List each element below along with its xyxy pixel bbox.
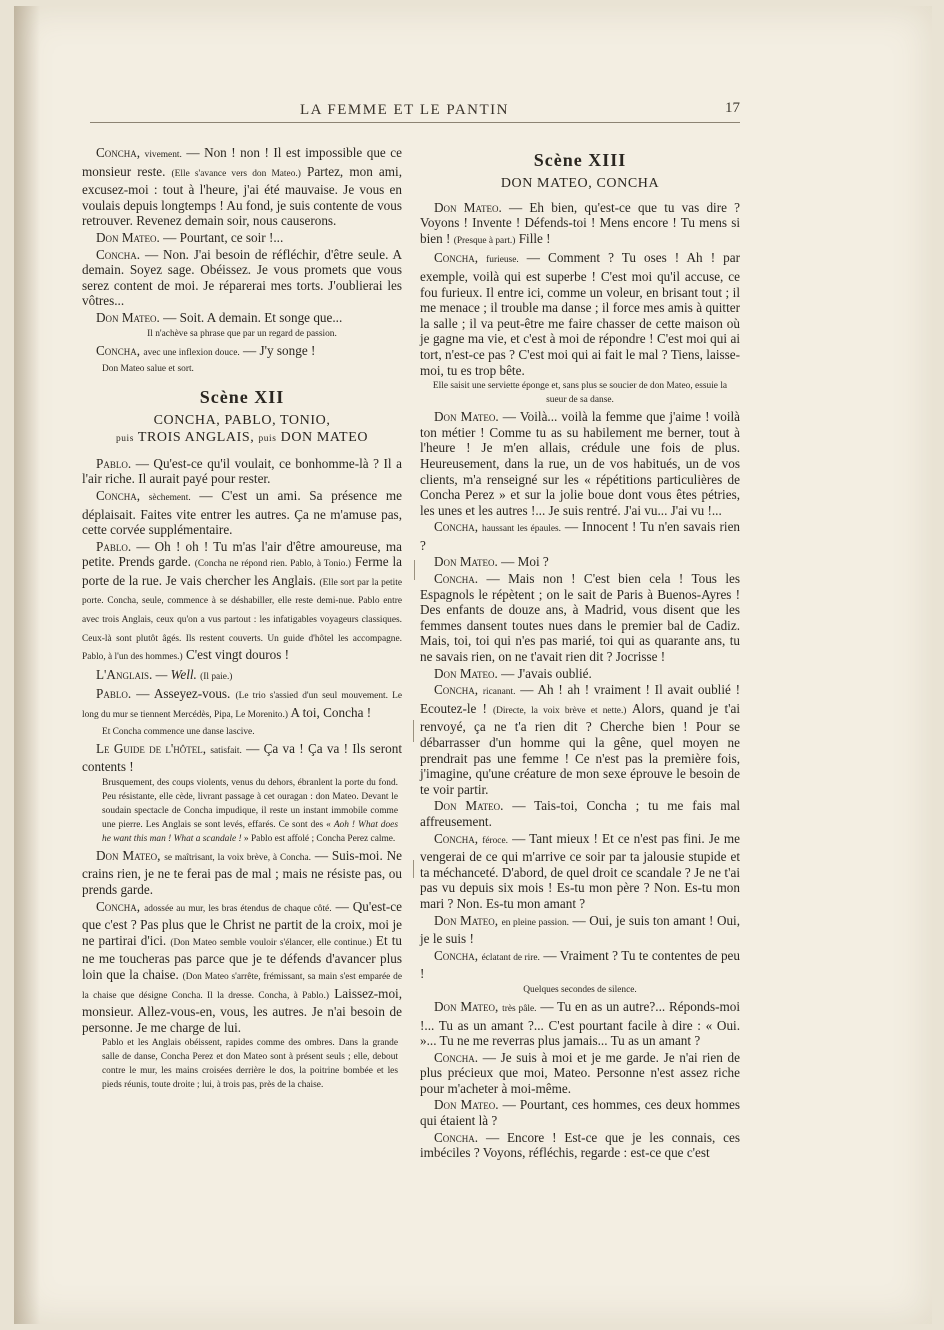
stage-direction: Pablo et les Anglais obéissent, rapides comme des ombres. Dans la grande salle de danse, Concha Perez et don Mateo sont à présent seuls ; elle, debout contre le mur, les mains croisées derrière le dos, la poitrine bombée et les pieds réunis, toute droite ; lui, à trois pas, près de la chaise.: [102, 1038, 398, 1091]
margin-mark: [413, 720, 414, 742]
speech: Pablo. — Qu'est-ce qu'il voulait, ce bonhomme-là ? Il a l'air riche. Il aurait payé pour rester.: [82, 455, 402, 487]
speech: Pablo. — Asseyez-vous. (Le trio s'assied d'un seul mouvement. Le long du mur se tiennent Mercédès, Pipa, Le Morenito.) A toi, Concha !: [82, 686, 402, 721]
scene-cast: DON MATEO, CONCHA: [500, 175, 660, 191]
speech: Don Mateo. — Soit. A demain. Et songe que...: [96, 309, 343, 325]
speech: Don Mateo. — Moi ?: [434, 554, 549, 570]
speech: Don Mateo, se maîtrisant, la voix brève, à Concha. — Suis-moi. Ne crains rien, je ne te ferai pas de mal ; mais ne résiste pas, ou prends garde.: [82, 847, 402, 897]
speech: Concha. — Non. J'ai besoin de réfléchir, d'être seule. A demain. Soyez sage. Obéissez. Je vous promets que vous serez content de moi. Je réparerai mes torts. J'oublierai les vôtres...: [82, 246, 402, 309]
scene-heading: Scène XII: [199, 387, 285, 408]
speech: Don Mateo. — J'avais oublié.: [434, 665, 592, 681]
speech: Don Mateo, très pâle. — Tu en as un autre?... Réponds-moi !... Tu as un amant ?... C'est pourtant facile à dire : « Oui. »... Tu ne me reverras plus jamais... Tu as un amant ?: [420, 998, 741, 1049]
stage-direction: Il n'achève sa phrase que par un regard de passion.: [147, 328, 337, 339]
stage-direction: Brusquement, des coups violents, venus du dehors, ébranlent la porte du fond. Peu résistante, elle cède, livrant passage à cet ouragan : don Mateo. Devant le soudain spectacle de Concha impudique, il reste un instant immobile comme une pierre. Les Anglais se sont levés, effarés. Ce sont des « Aoh ! What does he want this man ! What a scandale ! » Pablo est affolé ; Concha Perez calme.: [102, 777, 398, 844]
speech: Don Mateo. — Pourtant, ce soir !...: [96, 229, 284, 245]
speech: Concha, sèchement. — C'est un ami. Sa présence me déplaisait. Faites vite entrer les autres. Ça ne m'amuse pas, cette corvée supplémentaire.: [82, 487, 403, 538]
margin-mark: [414, 560, 415, 580]
speech: Concha, avec une inflexion douce. — J'y songe !: [96, 342, 316, 358]
stage-direction: Et Concha commence une danse lascive.: [102, 726, 255, 737]
speech: Pablo. — Oh ! oh ! Tu m'as l'air d'être amoureuse, ma petite. Prends garde. (Concha ne répond rien. Pablo, à Tonio.) Ferme la porte de la rue. Je vais chercher les Anglais. (Elle sort par la petite porte. Concha, seule, commence à se déshabiller, elle reste demi-nue. Pablo entre avec trois Anglais, ceux qu'on a vus partout : les infatigables voyageurs classiques. Ceux-là sont plutôt âgés. Ils restent couverts. Un guide d'hôtel les accompagne. Pablo, à l'un des hommes.) C'est vingt douros !: [82, 538, 402, 663]
speech: L'Anglais. — Well. (Il paie.): [96, 666, 233, 682]
right-column: [420, 145, 740, 1162]
speech: Concha, furieuse. — Comment ? Tu oses ! Ah ! par exemple, voilà qui est superbe ! C'est moi qu'il accuse, ce fou furieux. Il entre ici, comme un voleur, en brisant tout ; il me menace ; il trouble ma danse ; il force mes amis à quitter la salle ; il va peut-être me faire chasser de cette maison où je gagne ma vie, et c'est à moi de répondre ! C'est moi qui ai tort, n'est-ce pas ? C'est moi qui ai fait le mal ? Tiens, laisse-moi, tu es trop bête.: [420, 250, 740, 378]
margin-mark: [413, 860, 414, 878]
speech: Concha, féroce. — Tant mieux ! Et ce n'est pas fini. Je me vengerai de ce qui m'arrive ce soir par ta jalousie stupide et ta méchanceté. D'abord, de quel droit ce scandale ? Je ne t'ai pas vu depuis six mois ! Es-tu mon père ? Non. Es-tu mon mari ? Non. Es-tu mon amant ?: [420, 830, 741, 911]
speech: Don Mateo, en pleine passion. — Oui, je suis ton amant ! Oui, je le suis !: [420, 912, 741, 947]
stage-direction: Quelques secondes de silence.: [523, 984, 637, 995]
page-number: 17: [725, 100, 740, 116]
binding-shadow: [14, 6, 40, 1324]
scene-heading: Scène XIII: [533, 150, 627, 170]
speech: Concha. — Je suis à moi et je me garde. Je n'ai rien de plus précieux que moi, Mateo. Personne n'est assez riche pour m'acheter à moi-même.: [420, 1049, 740, 1096]
stage-direction: Elle saisit une serviette éponge et, sans plus se soucier de don Mateo, essuie la sueur de sa danse.: [432, 381, 728, 406]
running-header: [90, 100, 740, 123]
speech: Concha, adossée au mur, les bras étendus de chaque côté. — Qu'est-ce que c'est ? Pas plus que le Christ ne partit de la croix, moi je ne partirai d'ici. (Don Mateo semble vouloir s'élancer, elle continue.) Et tu ne me toucheras pas parce que je te défends d'avancer plus loin que la chaise. (Don Mateo s'arrête, frémissant, sa main s'est emparée de la chaise que désigne Concha. Il la dresse. Concha, à Pablo.) Laissez-moi, monsieur. Allez-vous-en, vous, les autres. Je n'ai besoin de personne. Je me charge de lui.: [82, 898, 403, 1035]
left-column: [82, 145, 402, 1094]
speech: Le Guide de l'hôtel, satisfait. — Ça va ! Ça va ! Ils seront contents !: [82, 740, 402, 775]
speech: Don Mateo. — Pourtant, ces hommes, ces deux hommes qui étaient là ?: [420, 1097, 740, 1129]
speech: Don Mateo. — Eh bien, qu'est-ce que tu vas dire ? Voyons ! Invente ! Défends-toi ! Mens encore ! Tu mens si bien ! (Presque à part.) Fille !: [420, 199, 741, 246]
scene-cast: CONCHA, PABLO, TONIO, puis TROIS ANGLAIS, puis DON MATEO: [115, 412, 369, 445]
speech: Concha, éclatant de rire. — Vraiment ? Tu te contentes de peu !: [420, 947, 740, 982]
speech: Don Mateo. — Voilà... voilà la femme que j'aime ! voilà ton métier ! Comme tu as su habilement me berner, tout à l'heure ! Je m'en allais, crédule une fois de plus. Heureusement, dans la rue, un de vos habitués, un de vos clients, m'a renseigné sur les « répétitions particulières de Concha Perez » et sur la jolie boue dont vous êtes pétries, les unes et les autres !... Je suis rentré. J'ai vu... J'ai vu !...: [420, 409, 741, 518]
running-title: LA FEMME ET LE PANTIN: [300, 102, 510, 118]
speech: Concha. — Encore ! Est-ce que je les connais, ces imbéciles ? Voyons, réfléchis, regarde : est-ce que c'est: [420, 1129, 741, 1161]
stage-direction: Don Mateo salue et sort.: [102, 364, 194, 375]
speech: Concha. — Mais non ! C'est bien cela ! Tous les Espagnols le répètent ; on le sait de Paris à Buenos-Ayres ! Des enfants de douze ans, à Madrid, vous disent que les femmes dansent toutes nues dans le premier bal de Cadiz. Mais, toi, toi qui n'es pas marié, toi qui as quarante ans, tu ne savais rien, on ne t'avait rien dit ? Jocrisse !: [420, 571, 740, 665]
speech: Concha, ricanant. — Ah ! ah ! vraiment ! Il avait oublié ! Ecoutez-le ! (Directe, la voix brève et nette.) Alors, quand je t'ai renvoyé, ça ne t'a rien dit ? Cherche bien ! Pour se débarrasser d'un homme qui la gêne, quel moyen ne prendrait pas une femme ! Ce n'est pas la première fois, j'imagine, qu'une créature de mon sexe éprouve le besoin de te voir partir.: [420, 682, 741, 797]
speech: Concha, haussant les épaules. — Innocent ! Tu n'en savais rien ?: [420, 519, 741, 553]
speech: Concha, vivement. — Non ! non ! Il est impossible que ce monsieur reste. (Elle s'avance vers don Mateo.) Partez, mon ami, excusez-moi : tout à l'heure, j'ai été mauvaise. Je vous en voulais depuis longtemps ! Au fond, je suis contente de vous retrouver. Revenez demain soir, nous causerons.: [82, 145, 403, 229]
speech: Don Mateo. — Tais-toi, Concha ; tu me fais mal affreusement.: [420, 798, 740, 829]
